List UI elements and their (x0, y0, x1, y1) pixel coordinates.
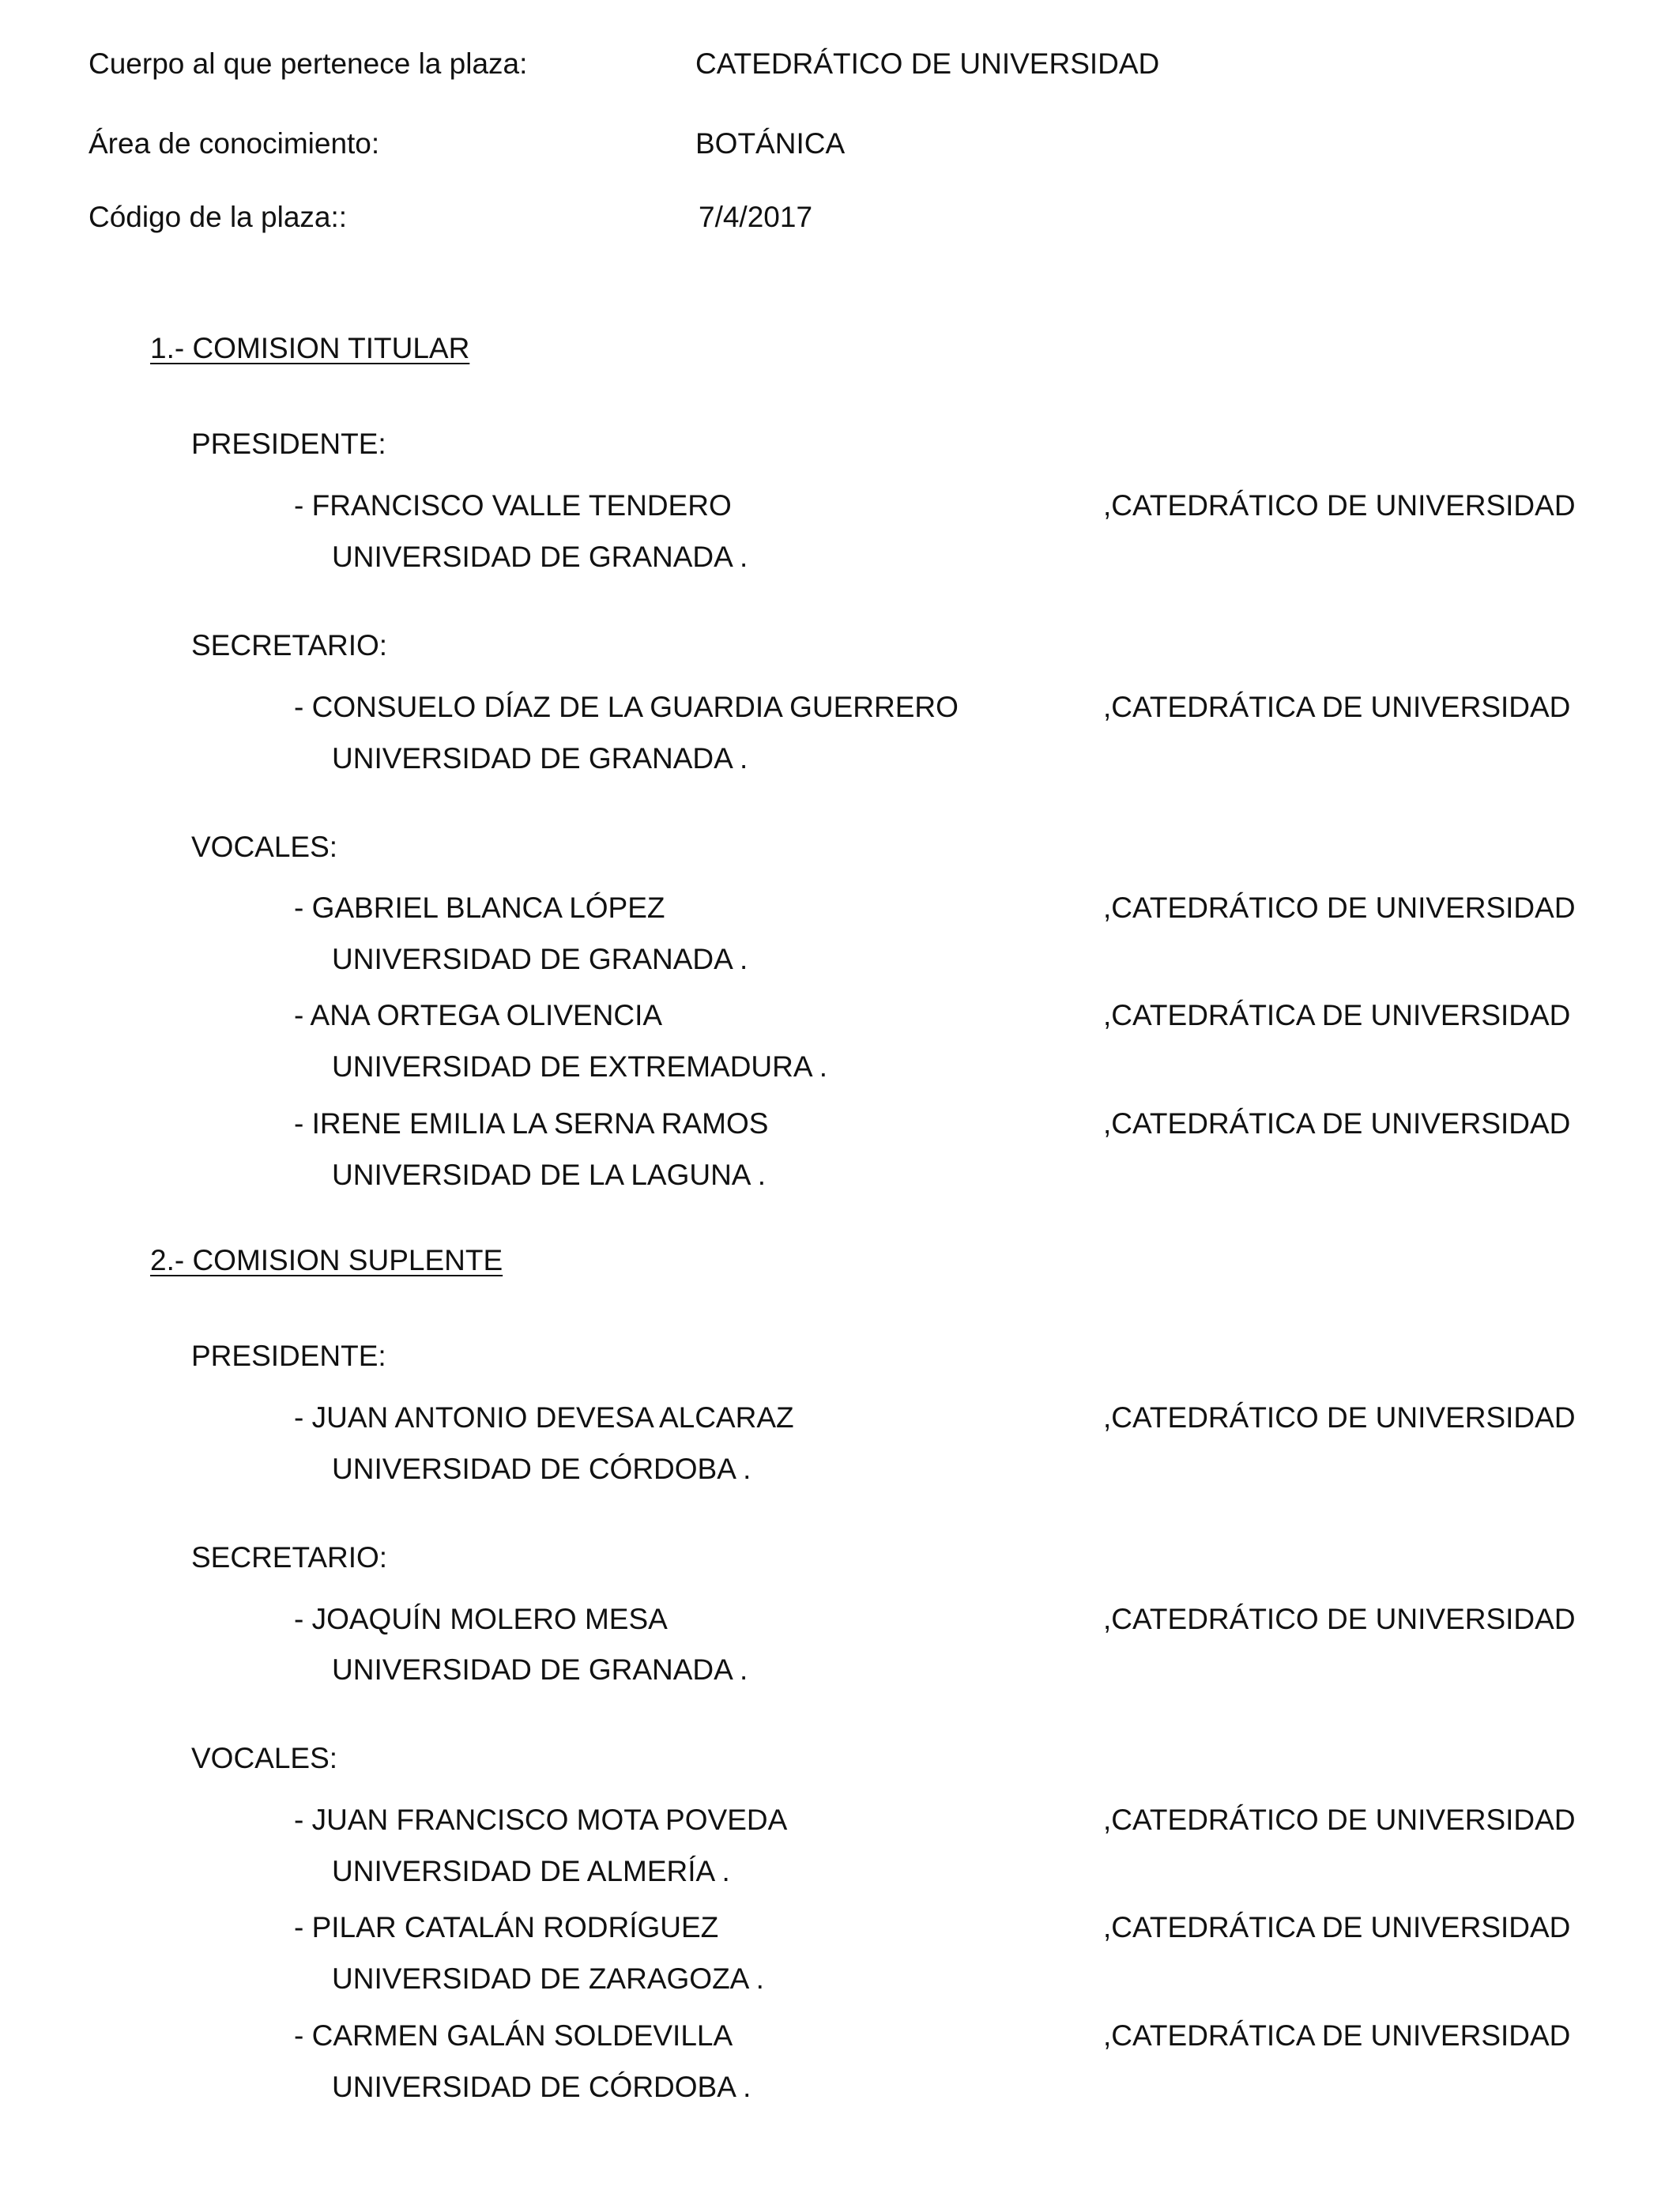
member-name: - PILAR CATALÁN RODRÍGUEZ (294, 1911, 719, 1943)
member-university: UNIVERSIDAD DE ZARAGOZA . (332, 1962, 764, 1995)
member-university: UNIVERSIDAD DE GRANADA . (332, 742, 748, 775)
area-label: Área de conocimiento: (89, 127, 380, 160)
member-university: UNIVERSIDAD DE GRANADA . (332, 943, 748, 975)
member-name: - JUAN FRANCISCO MOTA POVEDA (294, 1804, 788, 1836)
titular-vocales-label: VOCALES: (191, 831, 338, 863)
member-role: ,CATEDRÁTICA DE UNIVERSIDAD (1103, 1911, 1571, 1943)
member-role: ,CATEDRÁTICA DE UNIVERSIDAD (1103, 2019, 1571, 2052)
titular-presidente-label: PRESIDENTE: (191, 428, 386, 460)
codigo-label: Código de la plaza:: (89, 201, 348, 233)
member-name: - GABRIEL BLANCA LÓPEZ (294, 892, 665, 924)
member-university: UNIVERSIDAD DE ALMERÍA . (332, 1855, 730, 1887)
member-name: - IRENE EMILIA LA SERNA RAMOS (294, 1107, 769, 1140)
member-role: ,CATEDRÁTICO DE UNIVERSIDAD (1103, 1603, 1576, 1635)
member-role: ,CATEDRÁTICA DE UNIVERSIDAD (1103, 999, 1571, 1031)
member-role: ,CATEDRÁTICO DE UNIVERSIDAD (1103, 1804, 1576, 1836)
member-university: UNIVERSIDAD DE LA LAGUNA . (332, 1159, 767, 1191)
area-value: BOTÁNICA (695, 127, 846, 160)
member-role: ,CATEDRÁTICA DE UNIVERSIDAD (1103, 1107, 1571, 1140)
member-university: UNIVERSIDAD DE CÓRDOBA . (332, 1453, 751, 1485)
member-name: - CONSUELO DÍAZ DE LA GUARDIA GUERRERO (294, 691, 959, 723)
member-role: ,CATEDRÁTICO DE UNIVERSIDAD (1103, 1401, 1576, 1434)
member-university: UNIVERSIDAD DE CÓRDOBA . (332, 2071, 751, 2103)
cuerpo-value: CATEDRÁTICO DE UNIVERSIDAD (695, 47, 1160, 80)
member-name: - ANA ORTEGA OLIVENCIA (294, 999, 663, 1031)
member-role: ,CATEDRÁTICO DE UNIVERSIDAD (1103, 892, 1576, 924)
suplente-vocales-label: VOCALES: (191, 1742, 338, 1774)
member-university: UNIVERSIDAD DE GRANADA . (332, 541, 748, 573)
member-university: UNIVERSIDAD DE GRANADA . (332, 1653, 748, 1686)
cuerpo-label: Cuerpo al que pertenece la plaza: (89, 47, 528, 80)
titular-heading: 1.- COMISION TITULAR (150, 332, 470, 364)
titular-secretario-label: SECRETARIO: (191, 629, 388, 662)
member-name: - JOAQUÍN MOLERO MESA (294, 1603, 668, 1635)
suplente-heading: 2.- COMISION SUPLENTE (150, 1244, 503, 1276)
codigo-value: 7/4/2017 (699, 201, 813, 233)
suplente-presidente-label: PRESIDENTE: (191, 1340, 386, 1372)
member-role: ,CATEDRÁTICA DE UNIVERSIDAD (1103, 691, 1571, 723)
member-name: - JUAN ANTONIO DEVESA ALCARAZ (294, 1401, 794, 1434)
suplente-secretario-label: SECRETARIO: (191, 1541, 388, 1574)
member-name: - CARMEN GALÁN SOLDEVILLA (294, 2019, 733, 2052)
member-role: ,CATEDRÁTICO DE UNIVERSIDAD (1103, 489, 1576, 522)
member-name: - FRANCISCO VALLE TENDERO (294, 489, 732, 522)
member-university: UNIVERSIDAD DE EXTREMADURA . (332, 1050, 828, 1083)
